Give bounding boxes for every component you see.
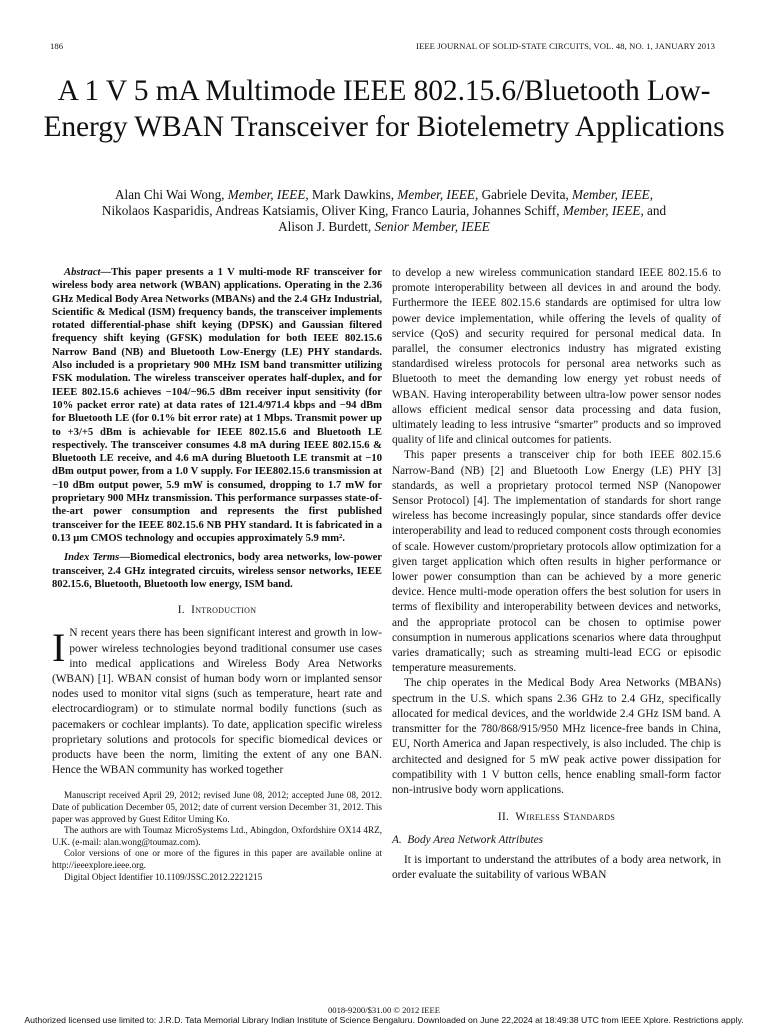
footnotes: [52, 790, 382, 883]
author-line-3: Alison J. Burdett, Senior Member, IEEE: [278, 218, 490, 234]
right-paragraph-1: to develop a new wireless communication standard IEEE 802.15.6 to promote interoperability between all devices in and around the body. Furthermore the IEEE 802.15.6 standards are optimised for ultra low power device implementation, while offering the levels of quality of service (QoS) and security required for personal medical data. In parallel, the consumer electronics industry has migrated existing standardised wireless protocols for personal area networks such as Bluetooth to meet the demanding low energy yet robust needs of WBAN. Having interoperability between ultra-low power sensor nodes allows efficient medical sensor data processing and data fusion, ultimately leading to less intrusive “smarter” products and so improved quality of life and clinical outcomes for patients.: [392, 267, 721, 447]
copyright-line: 0018-9200/$31.00 © 2012 IEEE: [327, 1005, 441, 1015]
right-paragraph-4: It is important to understand the attributes of a body area network, in order evaluate the suitability of various WBAN: [392, 853, 721, 881]
right-paragraph-3: The chip operates in the Medical Body Area Networks (MBANs) spectrum in the U.S. which spans 2.36 GHz to 2.4 GHz, specifically allocated for medical devices, and the worldwide 2.4 GHz ISM band. A transmitter for the 780/868/915/950 MHz licence-free bands in China, EU, North America and Japan respectively, is also included. The chip is architected and designed for 5 mW peak active power dissipation for compatibility with 1 V button cells, hence enabling small-form factor non-intrusive body worn applications.: [392, 677, 721, 796]
journal-header: IEEE JOURNAL OF SOLID-STATE CIRCUITS, VOL. 48, NO. 1, JANUARY 2013: [416, 41, 715, 51]
paper-title: A 1 V 5 mA Multimode IEEE 802.15.6/Bluetooth Low-Energy WBAN Transceiver for Biotelemetry Applications: [43, 75, 725, 143]
page-number: 186: [50, 41, 64, 51]
drop-cap: I: [52, 625, 66, 671]
footnote-doi: Digital Object Identifier 10.1109/JSSC.2012.2221215: [64, 871, 263, 882]
intro-paragraph: I N recent years there has been significant interest and growth in low-power wireless technologies beyond traditional consumer use cases into medical applications and Wireless Body Area Networks (WBAN) [1]. WBAN consist of human body worn or implanted sensor nodes used to monitor vital signs (such as temperature, heart rate and electrocardiogram) or to stimulate normal bodily functions (such as pacemakers or cochlear implants). To date, application specific wireless proprietary solutions and protocols for specific biomedical devices or products have been the norm, limiting the extent of any one BAN. Hence the WBAN community has worked together: [52, 625, 382, 777]
license-notice: Authorized licensed use limited to: J.R.D. Tata Memorial Library Indian Institute of Science Bengaluru. Downloaded on June 22,2024 at 18:49:38 UTC from IEEE Xplore. Restrictions apply.: [24, 1015, 744, 1025]
left-column: [52, 266, 382, 883]
author-list: [50, 187, 718, 234]
section-heading-wireless-standards: II. Wireless Standards: [497, 811, 616, 824]
abstract: Abstract—This paper presents a 1 V multi-mode RF transceiver for wireless body area network (WBAN) applications. Operating in the 2.36 GHz Medical Body Area Networks (MBANs) and the 2.4 GHz Industrial, Scientific & Medical (ISM) frequency bands, the transceiver implements rotated differential-phase shift keying (DPSK) and Gaussian filtered frequency shift keying (GFSK) modulation for both IEEE 802.15.6 Narrow Band (NB) and Bluetooth Low-Energy (LE) PHY standards. Also included is a proprietary 900 MHz ISM band transmitter utilizing FSK modulation. The wireless transceiver operates half-duplex, and for IEEE 802.15.6 achieves −104/−96.5 dBm receiver input sensitivity (for 10% packet error rate) at data rates of 121.4/971.4 kbps and −94 dBm for Bluetooth LE (for 0.1% bit error rate) at 1 Mbps. Transmit power up to +3/+5 dBm is achievable for IEEE 802.15.6 and Bluetooth LE respectively. The transceiver consumes 4.8 mA during IEEE 802.15.6 & Bluetooth LE receive, and 4.6 mA during Bluetooth LE transmit at −10 dBm output power, from a 1.0 V supply. For IEE802.15.6 transmission at −10 dBm output power, 5.9 mW is consumed, dropping to 1.7 mW for proprietary 900 MHz transmission. This performance surpasses state-of-the-art power consumption and represents the first published transceiver for the IEEE 802.15.6 NB PHY standard. It is fabricated in a 0.13 μm CMOS technology and occupies approximately 5.9 mm².: [52, 267, 382, 544]
right-column: [392, 266, 721, 883]
index-terms: Index Terms—Biomedical electronics, body area networks, low-power transceiver, 2.4 GHz integrated circuits, wireless sensor networks, IEEE 802.15.6, Bluetooth, Bluetooth low energy, ISM band.: [52, 552, 382, 590]
footnote-color: Color versions of one or more of the figures in this paper are available online at http://ieeexplore.ieee.org.: [52, 848, 382, 870]
right-paragraph-2: This paper presents a transceiver chip for both IEEE 802.15.6 Narrow-Band (NB) [2] and Bluetooth Low Energy (LE) PHY [3] standards, as well a proprietary protocol termed NSP (Nanopower Sensor Protocol) [4]. The implementation of standards for short range wireless has become increasingly popular, since standards offer device interoperability and lead to reduced component costs through economies of scale. However custom/proprietary protocols allow optimization for a given target application which often results in higher performance or lower power consumption than can be achieved by a more generic device. Hence multi-mode operation offers the best solution for users in terms of flexibility and interoperability between devices and networks, and the appropriate protocol can be chosen to optimise power consumption in numerous applications scenarios where data throughput varies dramatically; such as streaming multi-lead ECG or episodic temperature measurements.: [392, 449, 721, 675]
section-heading-introduction: I. Introduction: [177, 604, 257, 617]
subsection-heading: A. Body Area Network Attributes: [392, 834, 544, 847]
footnote-manuscript: Manuscript received April 29, 2012; revised June 08, 2012; accepted June 08, 2012. Date of publication December 05, 2012; date of current version December 31, 2012. This paper was approved by Guest Editor Uming Ko.: [52, 790, 382, 824]
footnote-affiliation: The authors are with Toumaz MicroSystems Ltd., Abingdon, Oxfordshire OX14 4RZ, U.K. (e-mail: alan.wong@toumaz.com).: [52, 825, 382, 847]
author-line-1: Alan Chi Wai Wong, Member, IEEE, Mark Dawkins, Member, IEEE, Gabriele Devita, Member, IEEE,: [115, 187, 653, 202]
author-line-2: Nikolaos Kasparidis, Andreas Katsiamis, Oliver King, Franco Lauria, Johannes Schiff, Member, IEEE, and: [101, 202, 667, 218]
